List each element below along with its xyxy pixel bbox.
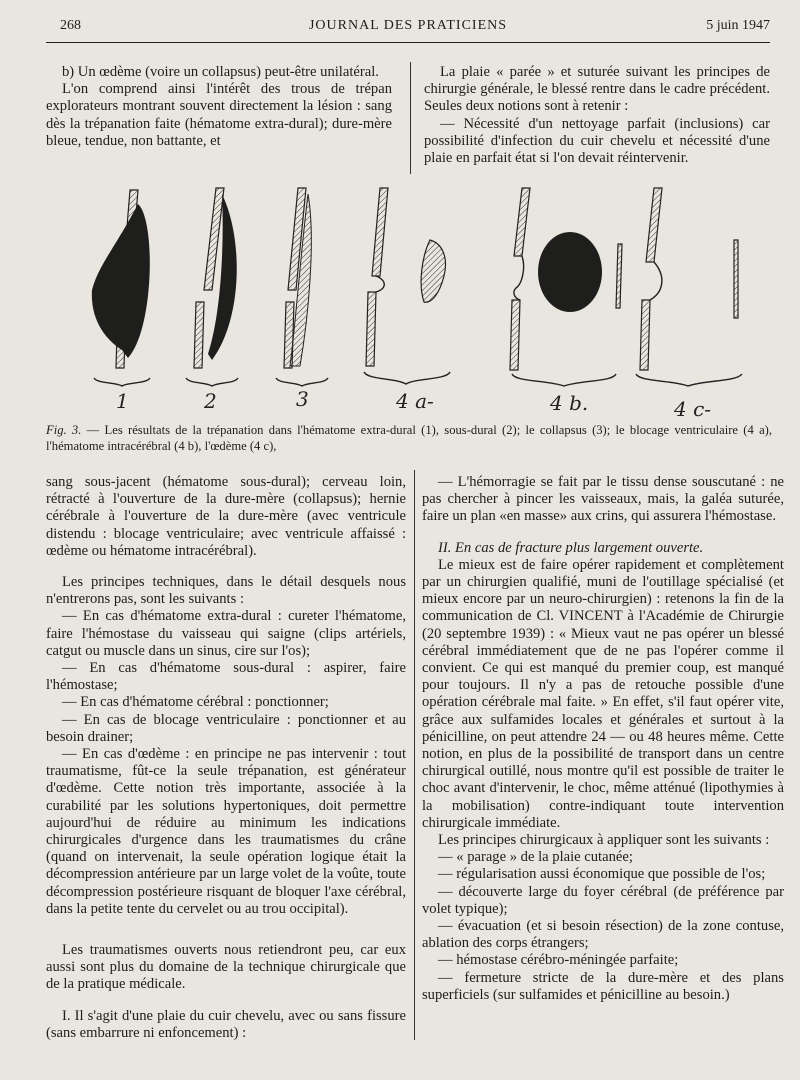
paragraph: — Nécessité d'un nettoyage parfait (inclusions) car possibilité d'infection du cuir chevelu et nécessité d'une plaie en parfait état si l'on devait réintervenir. xyxy=(424,115,770,167)
page-header xyxy=(46,18,770,40)
label-4a: 4 a- xyxy=(396,389,434,413)
bone-flap-4a xyxy=(421,240,445,302)
paragraph: sang sous-jacent (hématome sous-dural); cerveau loin, rétracté à l'ouverture de la dure-mère (collapsus); hernie cérébrale à l'ouverture de la dure-mère (avec ventricule distendu : blocage ventriculaire; avec ventricule affaissé : œdème ou hématome intracérébral). xyxy=(46,474,406,559)
paragraph: b) Un œdème (voire un collapsus) peut-être unilatéral. xyxy=(62,64,379,80)
list-item: — En cas d'œdème : en principe ne pas intervenir : tout traumatisme, fût-ce la seule trépanation, est générateur d'œdème. Cette notion très importante, associée à la curabilité par les solutions hypertoniques, doit permettre aujourd'hui de réduire au minimum les indications chirurgicales d'urgence dans les traumatismes du crâne (quand on intervenait, la seule opération logique était la décompression antérieure par un large volet de la voûte, toute décompression postérieure risquant de bloquer l'axe cérébral, dans la petite tente du cervelet ou au trou occipital). xyxy=(46,746,406,917)
trepanation-diagram xyxy=(46,180,770,420)
skull-bone-4b-top xyxy=(514,188,530,256)
list-item: — découverte large du foyer cérébral (de préférence par volet typique); xyxy=(422,883,784,917)
label-4b: 4 b. xyxy=(550,391,589,415)
column-divider xyxy=(414,470,415,1040)
skull-bone-4c-top xyxy=(646,188,662,262)
bone-flap-4b xyxy=(616,244,622,308)
brain-hernia-4a xyxy=(376,276,384,292)
top-right-column xyxy=(424,64,770,167)
top-left-column xyxy=(46,64,392,150)
figure-3 xyxy=(46,180,770,420)
list-item: — En cas d'hématome cérébral : ponctionner; xyxy=(62,694,329,711)
bottom-left-column xyxy=(46,474,406,1042)
list-item: — régularisation aussi économique que possible de l'os; xyxy=(438,866,766,883)
list-item: — En cas de blocage ventriculaire : ponctionner et au besoin drainer; xyxy=(46,711,406,745)
brace-4a xyxy=(364,372,450,384)
list-item: — En cas d'hématome extra-dural : cureter l'hématome, faire l'hémostase du vaisseau qui saigne (clips artériels, catgut ou muscle dans un sinus, cire sur l'os); xyxy=(46,608,406,659)
brace-4b xyxy=(512,374,616,386)
issue-date: 5 juin 1947 xyxy=(706,18,770,33)
list-item: — hémostase cérébro-méningée parfaite; xyxy=(438,952,679,969)
skull-bone-4a-bottom xyxy=(366,292,376,366)
caption-text: — Les résultats de la trépanation dans l'hématome extra-dural (1), sous-dural (2); le collapsus (3); le blocage ventriculaire (4 a), l'hématome intracérébral (4 b), l'œdème (4 c), xyxy=(46,423,772,453)
journal-title: JOURNAL DES PRATICIENS xyxy=(308,18,508,33)
column-divider xyxy=(410,62,411,174)
paragraph: — L'hémorragie se fait par le tissu dense souscutané : ne pas chercher à pincer les vaisseaux, mais, la galéa suturée, faire un plan «en masse» aux crins, qui assurera l'hémostase. xyxy=(422,474,784,525)
caption-prefix: Fig. 3. xyxy=(46,423,82,437)
list-item: — évacuation (et si besoin résection) de la zone contuse, ablation des corps étrangers; xyxy=(422,918,784,952)
list-item: — « parage » de la plaie cutanée; xyxy=(438,849,633,866)
label-2: 2 xyxy=(204,389,217,413)
section-heading: II. En cas de fracture plus largement ouverte. xyxy=(438,539,704,556)
page-number: 268 xyxy=(60,18,81,33)
label-4c: 4 c- xyxy=(674,397,712,420)
skull-bone-2-bottom xyxy=(194,302,204,368)
brace-2 xyxy=(186,378,238,386)
paragraph: Les principes techniques, dans le détail desquels nous n'entrerons pas, sont les suivants : xyxy=(46,574,406,608)
skull-bone-2-top xyxy=(204,188,224,290)
paragraph: Les principes chirurgicaux à appliquer sont les suivants : xyxy=(438,832,770,849)
skull-bone-4c-bottom xyxy=(640,300,650,370)
paragraph: La plaie « parée » et suturée suivant les principes de chirurgie générale, le blessé rentre dans le cadre précédent. Seules deux notions sont à retenir : xyxy=(424,64,770,115)
brain-hernia-4b xyxy=(514,256,524,300)
paragraph: I. Il s'agit d'une plaie du cuir chevelu, avec ou sans fissure (sans embarrure ni enfoncement) : xyxy=(46,1007,406,1041)
intracerebral-hematoma xyxy=(538,232,602,312)
brain-hernia-4c xyxy=(650,262,662,300)
label-3: 3 xyxy=(296,387,309,411)
brace-4c xyxy=(636,374,742,386)
brace-3 xyxy=(276,378,328,386)
paragraph: Le mieux est de faire opérer rapidement et complètement par un chirurgien qualifié, muni de l'outillage spécialisé (et mieux encore par un neuro-chirurgien) : retenons la fin de la communication de Cl. VINCENT à l'Académie de Chirurgie (20 septembre 1939) : « Mieux vaut ne pas opérer un blessé cérébral immédiatement que de ne pas l'opérer comme il convient. Ce qui est manqué du premier coup, est manqué pour toujours. Il n'y a pas de retouche possible d'une opération cérébrale mal faite. » En effet, s'il faut opérer vite, grâce aux sulfamides locales et générales et surtout à la pénicilline, on peut attendre 24 — ou 48 heures même. Cette notion, en plus de la possibilité de transport dans un centre chirurgical outillé, nous montre qu'il est possible de traiter le choc avant d'intervenir, le choc, même atténué (lipothymies à la mobilisation) contre-indiquant toute intervention chirurgicale immédiate. xyxy=(422,556,784,831)
bone-flap-4c xyxy=(734,240,738,318)
bottom-right-column xyxy=(422,474,784,1004)
list-item: — fermeture stricte de la dure-mère et des plans superficiels (sur sulfamides et pénicilline au besoin.) xyxy=(422,969,784,1003)
brace-1 xyxy=(94,378,150,386)
paragraph: Les traumatismes ouverts nous retiendront peu, car eux aussi sont plus du domaine de la technique chirurgicale que de la pratique médicale. xyxy=(46,942,406,993)
list-item: — En cas d'hématome sous-dural : aspirer, faire l'hémostase; xyxy=(46,660,406,694)
paragraph: L'on comprend ainsi l'intérêt des trous de trépan explorateurs montrant souvent directement la lésion : sang dès la trépanation faite (hématome extra-dural); dure-mère bleue, tendue, non battante, et xyxy=(46,81,392,149)
skull-bone-4b-bottom xyxy=(510,300,520,370)
extra-dural-hematoma xyxy=(92,204,150,358)
header-rule xyxy=(46,42,770,43)
skull-bone-4a-top xyxy=(372,188,388,276)
figure-caption xyxy=(46,422,772,454)
label-1: 1 xyxy=(116,389,129,413)
